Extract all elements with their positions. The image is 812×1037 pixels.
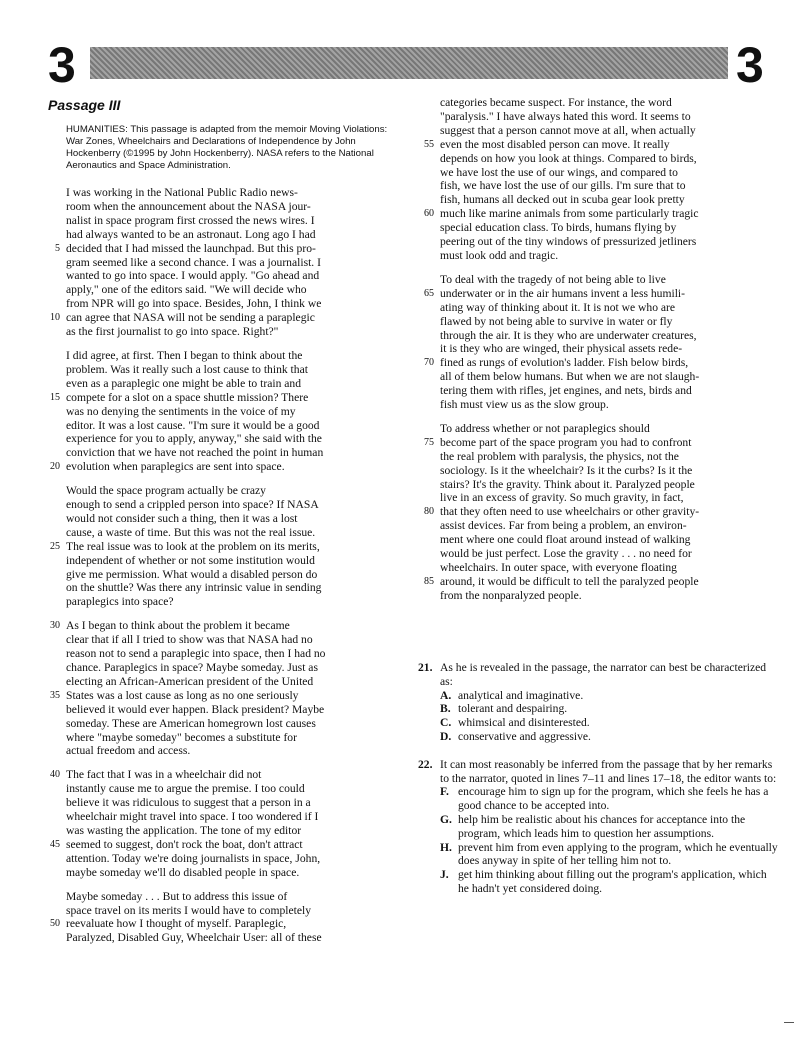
line-text: "paralysis." I have always hated this word. It seems to xyxy=(440,109,691,123)
option-letter: D. xyxy=(440,729,452,743)
line-text: independent of whether or not some institution would xyxy=(66,553,315,567)
line-text: would be just perfect. Lose the gravity . . . no need for xyxy=(440,547,692,561)
option-text: prevent him from even applying to the program, which he eventually does anyway in spite of her telling him not to. xyxy=(458,840,778,868)
question-number: 21. xyxy=(418,661,433,674)
line-number: 30 xyxy=(50,620,60,632)
passage-line xyxy=(66,852,388,866)
passage-line xyxy=(440,422,768,436)
passage-line xyxy=(440,152,768,166)
passage-title: Passage III xyxy=(48,97,121,113)
line-text: Maybe someday . . . But to address this issue of xyxy=(66,889,288,903)
line-number: 55 xyxy=(424,138,434,150)
line-text: room when the announcement about the NASA jour- xyxy=(66,199,311,213)
line-text: nalist in space program first crossed the news wires. I xyxy=(66,213,315,227)
line-text: attention. Today we're doing journalists in space, John, xyxy=(66,851,321,865)
line-text: all of them below humans. But when we are not slaugh- xyxy=(440,370,700,384)
questions-section xyxy=(418,661,778,910)
passage-line xyxy=(66,568,388,582)
line-text: fish must view us as the slow group. xyxy=(440,398,609,412)
question-stem-row xyxy=(418,661,778,689)
passage-line xyxy=(66,363,388,377)
passage-line xyxy=(440,124,768,138)
line-text: cause, a waste of time. But this was not the real issue. xyxy=(66,525,316,539)
line-text: where "maybe someday" becomes a substitute for xyxy=(66,730,297,744)
passage-line xyxy=(66,731,388,745)
paragraph-gap xyxy=(440,412,768,422)
option-text: tolerant and despairing. xyxy=(458,702,568,716)
line-text: can agree that NASA will not be sending a paraplegic xyxy=(66,311,315,325)
line-text: reason not to send a paraplegic into space, then I had no xyxy=(66,647,326,661)
passage-line xyxy=(66,228,388,242)
passage-line xyxy=(440,193,768,207)
line-number: 80 xyxy=(424,506,434,518)
answer-option[interactable] xyxy=(440,716,778,730)
line-text: on the shuttle? Was there any intrinsic value in sending xyxy=(66,581,322,595)
line-number: 20 xyxy=(50,461,60,473)
paragraph-gap xyxy=(66,758,388,768)
passage-line xyxy=(440,96,768,110)
paragraph-gap xyxy=(66,609,388,619)
passage-line xyxy=(66,866,388,880)
line-text: editor. It was a lost cause. "I'm sure it would be a good xyxy=(66,418,320,432)
passage-line xyxy=(440,110,768,124)
passage-line xyxy=(66,283,388,297)
passage-line xyxy=(66,744,388,758)
option-letter: C. xyxy=(440,716,452,730)
question-2 xyxy=(418,758,778,896)
passage-line xyxy=(440,179,768,193)
answer-option[interactable] xyxy=(440,841,778,869)
line-text: electing an African-American president of the United xyxy=(66,674,314,688)
line-text: wanted to go into space. I would apply. "Go ahead and xyxy=(66,269,320,283)
line-text: special education class. To birds, humans flying by xyxy=(440,221,677,235)
passage-line xyxy=(66,419,388,433)
option-text: conservative and aggressive. xyxy=(458,729,591,743)
line-text: Paralyzed, Disabled Guy, Wheelchair User: all of these xyxy=(66,931,322,945)
line-text: that they often need to use wheelchairs or other gravity- xyxy=(440,505,700,519)
answer-option[interactable] xyxy=(440,813,778,841)
passage-line xyxy=(440,561,768,575)
option-letter: J. xyxy=(440,868,449,882)
line-text: someday. These are American homegrown lost causes xyxy=(66,716,316,730)
line-text: wheelchair might travel into space. I too wondered if I xyxy=(66,810,319,824)
passage-line xyxy=(66,703,388,717)
passage-left-lines xyxy=(50,186,388,945)
passage-line xyxy=(66,554,388,568)
passage-line xyxy=(440,315,768,329)
passage-right-lines xyxy=(424,96,768,603)
line-text: suggest that a person cannot move at all, when actually xyxy=(440,123,696,137)
line-number: 35 xyxy=(50,689,60,701)
passage-line xyxy=(66,526,388,540)
passage-line xyxy=(66,890,388,904)
passage-line xyxy=(440,519,768,533)
passage-line xyxy=(424,435,768,450)
line-text: through the air. It is they who are underwater creatures, xyxy=(440,328,697,342)
line-text: maybe someday we'll do disabled people in space. xyxy=(66,865,300,879)
question-stem-row xyxy=(418,758,778,786)
passage-line xyxy=(440,478,768,492)
passage-line xyxy=(66,297,388,311)
passage-line xyxy=(66,269,388,283)
line-text: enough to send a crippled person into space? If NASA xyxy=(66,498,319,512)
line-text: assist devices. Far from being a problem, an environ- xyxy=(440,519,687,533)
passage-line xyxy=(50,539,388,554)
line-number: 25 xyxy=(50,540,60,552)
passage-line xyxy=(424,574,768,589)
passage-line xyxy=(66,498,388,512)
line-text: decided that I had missed the launchpad. But this pro- xyxy=(66,241,316,255)
line-text: States was a lost cause as long as no one seriously xyxy=(66,688,299,702)
line-text: wheelchairs. In outer space, with everyone floating xyxy=(440,561,677,574)
passage-line xyxy=(440,342,768,356)
line-text: To deal with the tragedy of not being able to live xyxy=(440,272,666,286)
passage-line xyxy=(66,377,388,391)
passage-line xyxy=(66,647,388,661)
passage-line xyxy=(66,405,388,419)
passage-line xyxy=(66,432,388,446)
line-text: clear that if all I tried to show was that NASA had no xyxy=(66,633,313,647)
line-text: even as a paraplegic one might be able to train and xyxy=(66,376,301,390)
passage-line xyxy=(66,595,388,609)
passage-line xyxy=(440,273,768,287)
passage-line xyxy=(66,581,388,595)
passage-line xyxy=(66,810,388,824)
question-1 xyxy=(418,661,778,744)
passage-line xyxy=(50,768,388,782)
line-text: must look odd and tragic. xyxy=(440,248,559,262)
option-text: get him thinking about filling out the program's application, which he hadn't yet considered doing. xyxy=(458,868,767,895)
option-letter: H. xyxy=(440,840,452,854)
line-number: 15 xyxy=(50,391,60,403)
passage-line xyxy=(50,837,388,852)
line-text: give me permission. What would a disabled person do xyxy=(66,567,318,581)
passage-line xyxy=(66,824,388,838)
answer-option[interactable] xyxy=(440,785,778,813)
line-text: believe it was ridiculous to suggest that a person in a xyxy=(66,796,311,810)
line-text: chance. Paraplegics in space? Maybe someday. Just as xyxy=(66,661,318,674)
option-text: help him be realistic about his chances for acceptance into the program, which leads him to question her assumptions. xyxy=(458,812,746,840)
passage-line xyxy=(440,370,768,384)
passage-line xyxy=(66,661,388,675)
passage-line xyxy=(440,221,768,235)
line-text: paraplegics into space? xyxy=(66,595,174,609)
passage-left-column xyxy=(50,124,388,945)
line-text: we have lost the use of our wings, and compared to xyxy=(440,165,678,179)
line-text: actual freedom and access. xyxy=(66,744,191,758)
option-letter: B. xyxy=(440,702,451,716)
answer-option[interactable] xyxy=(440,689,778,703)
line-text: flawed by not being able to survive in water or fly xyxy=(440,314,673,328)
paragraph-gap xyxy=(66,880,388,890)
line-text: from NPR will go into space. Besides, John, I think we xyxy=(66,297,322,311)
passage-line xyxy=(66,349,388,363)
line-text: as the first journalist to go into space. Right?" xyxy=(66,325,279,339)
line-number: 75 xyxy=(424,436,434,448)
line-text: was wasting the application. The tone of my editor xyxy=(66,823,302,837)
line-text: The real issue was to look at the problem on its merits, xyxy=(66,539,320,553)
passage-line xyxy=(424,505,768,519)
passage-line xyxy=(440,384,768,398)
line-text: The fact that I was in a wheelchair did not xyxy=(66,768,262,782)
passage-line xyxy=(424,207,768,221)
line-text: underwater or in the air humans invent a less humili- xyxy=(440,286,686,300)
passage-line xyxy=(66,186,388,200)
passage-line xyxy=(66,782,388,796)
passage-line xyxy=(50,311,388,325)
passage-line xyxy=(66,717,388,731)
passage-line xyxy=(66,446,388,460)
page-number-right: 3 xyxy=(736,37,764,93)
line-number: 5 xyxy=(55,242,60,254)
option-letter: A. xyxy=(440,688,452,702)
paragraph-gap xyxy=(66,474,388,484)
line-text: sociology. Is it the wheelchair? Is it the curbs? Is it the xyxy=(440,463,693,477)
page-number-left: 3 xyxy=(48,37,76,93)
passage-line xyxy=(66,325,388,339)
line-text: fish, humans all decked out in scuba gear look pretty xyxy=(440,193,685,207)
line-text: had always wanted to be an astronaut. Long ago I had xyxy=(66,227,316,241)
line-text: experience for you to apply, anyway," she said with the xyxy=(66,432,322,446)
line-number: 65 xyxy=(424,287,434,299)
paragraph-gap xyxy=(66,339,388,349)
passage-right-column xyxy=(424,96,768,603)
passage-line xyxy=(55,241,388,256)
line-text: much like marine animals from some particularly tragic xyxy=(440,207,699,221)
line-text: conviction that we have not reached the point in human xyxy=(66,446,324,460)
passage-line xyxy=(440,547,768,561)
line-text: was no denying the sentiments in the voice of my xyxy=(66,404,296,418)
passage-line xyxy=(50,460,388,474)
line-text: stairs? It's the gravity. Think about it. Paralyzed people xyxy=(440,477,695,491)
line-text: evolution when paraplegics are sent into space. xyxy=(66,460,285,474)
paragraph-gap xyxy=(440,263,768,273)
line-text: problem. Was it really such a lost cause to think that xyxy=(66,362,308,376)
passage-line xyxy=(66,214,388,228)
line-text: believed it would ever happen. Black president? Maybe xyxy=(66,702,325,716)
line-text: even the most disabled person can move. It really xyxy=(440,137,670,151)
line-text: reevaluate how I thought of myself. Paraplegic, xyxy=(66,917,287,931)
passage-line xyxy=(440,329,768,343)
passage-intro: HUMANITIES: This passage is adapted from the memoir Moving Violations: War Zones, Wheelchairs and Declarations of Independence by John Hockenberry (©1995 by John Hockenberry). NASA refers to the National Aeronautics and Space Administration. xyxy=(66,124,388,171)
passage-line xyxy=(440,235,768,249)
line-text: peering out of the tiny windows of pressurized jetliners xyxy=(440,235,697,249)
line-text: ment where one could float around instead of walking xyxy=(440,533,691,547)
header-band xyxy=(90,47,728,79)
line-number: 40 xyxy=(50,769,60,781)
line-text: seemed to suggest, don't rock the boat, don't attract xyxy=(66,837,303,851)
line-text: tering them with rifles, jet engines, and nets, birds and xyxy=(440,384,692,398)
passage-line xyxy=(66,200,388,214)
passage-line xyxy=(440,533,768,547)
line-text: categories became suspect. For instance, the word xyxy=(440,96,672,109)
passage-line xyxy=(50,917,388,931)
passage-line xyxy=(440,166,768,180)
passage-line xyxy=(66,931,388,945)
passage-line xyxy=(440,398,768,412)
question-number: 22. xyxy=(418,757,433,771)
line-number: 60 xyxy=(424,208,434,220)
line-text: fined as rungs of evolution's ladder. Fish below birds, xyxy=(440,356,689,370)
passage-line xyxy=(440,249,768,263)
passage-line xyxy=(66,484,388,498)
line-text: As I began to think about the problem it became xyxy=(66,619,290,633)
corner-mark xyxy=(784,1022,794,1023)
line-number: 50 xyxy=(50,918,60,930)
passage-line xyxy=(50,688,388,703)
line-text: space travel on its merits I would have to completely xyxy=(66,903,312,917)
line-text: ating way of thinking about it. It is not we who are xyxy=(440,300,676,314)
line-text: instantly cause me to argue the premise. I too could xyxy=(66,782,305,796)
line-text: it is they who are winged, their physical assets rede- xyxy=(440,342,683,356)
line-text: the real problem with paralysis, the physics, not the xyxy=(440,449,679,463)
question-stem: As he is revealed in the passage, the narrator can best be characterized as: xyxy=(440,661,767,688)
line-text: from the nonparalyzed people. xyxy=(440,588,582,602)
line-text: would not consider such a thing, then it was a lost xyxy=(66,511,298,525)
passage-line xyxy=(66,904,388,918)
passage-line xyxy=(440,450,768,464)
passage-line xyxy=(50,390,388,405)
line-text: around, it would be difficult to tell the paralyzed people xyxy=(440,574,699,588)
option-text: encourage him to sign up for the program, which she feels he has a good chance to be accepted into. xyxy=(458,785,769,813)
line-text: To address whether or not paraplegics should xyxy=(440,421,650,435)
line-number: 45 xyxy=(50,838,60,850)
answer-option[interactable] xyxy=(440,868,778,896)
passage-line xyxy=(440,301,768,315)
passage-line xyxy=(66,256,388,270)
line-text: depends on how you look at things. Compared to birds, xyxy=(440,151,697,165)
passage-line xyxy=(440,491,768,505)
question-stem: It can most reasonably be inferred from the passage that by her remarks to the narrator, quoted in lines 7–11 and lines 17–18, the editor wants to: xyxy=(440,757,777,785)
passage-line xyxy=(424,356,768,370)
passage-line xyxy=(66,512,388,526)
line-text: I did agree, at first. Then I began to think about the xyxy=(66,348,303,362)
line-text: live in an excess of gravity. So much gravity, in fact, xyxy=(440,491,684,505)
passage-line xyxy=(66,796,388,810)
passage-line xyxy=(424,137,768,152)
passage-line xyxy=(424,286,768,301)
line-text: gram seemed like a second chance. I was a journalist. I xyxy=(66,255,321,269)
option-text: analytical and imaginative. xyxy=(458,688,584,702)
line-number: 70 xyxy=(424,357,434,369)
line-text: Would the space program actually be crazy xyxy=(66,484,266,498)
answer-option[interactable] xyxy=(440,730,778,744)
option-letter: G. xyxy=(440,812,452,826)
line-text: compete for a slot on a space shuttle mission? There xyxy=(66,390,309,404)
passage-line xyxy=(66,633,388,647)
answer-option[interactable] xyxy=(440,702,778,716)
passage-line xyxy=(440,589,768,603)
option-text: whimsical and disinterested. xyxy=(458,716,590,730)
line-text: apply," one of the editors said. "We will decide who xyxy=(66,283,307,297)
option-letter: F. xyxy=(440,785,449,799)
line-text: fish, we have lost the use of our gills. I'm sure that to xyxy=(440,179,686,193)
line-text: I was working in the National Public Radio news- xyxy=(66,186,298,199)
passage-line xyxy=(50,619,388,633)
line-number: 85 xyxy=(424,575,434,587)
passage-line xyxy=(66,675,388,689)
line-text: become part of the space program you had to confront xyxy=(440,435,692,449)
passage-line xyxy=(440,464,768,478)
line-number: 10 xyxy=(50,312,60,324)
